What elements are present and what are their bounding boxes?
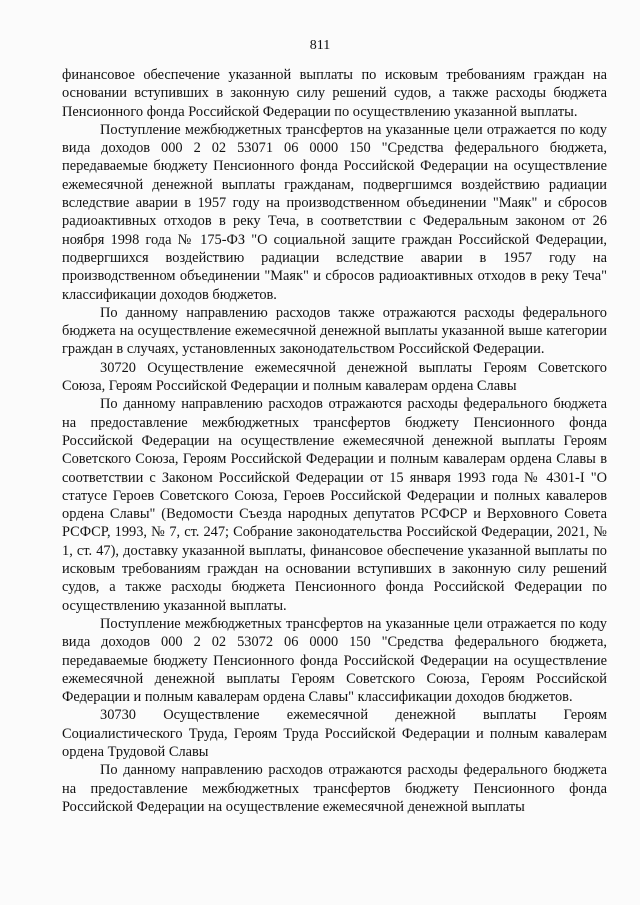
paragraph-8: По данному направлению расходов отражаются расходы федерального бюджета на предоставление межбюджетных трансфертов бюджету Пенсионного фонда Российской Федерации на осуществление ежемесячной денежной выплаты	[62, 762, 607, 815]
paragraph-3: По данному направлению расходов также отражаются расходы федерального бюджета на осуществление ежемесячной денежной выплаты указанной выше категории граждан в случаях, установленных законодательством Российской Федерации.	[62, 304, 607, 358]
paragraph-2: Поступление межбюджетных трансфертов на указанные цели отражается по коду вида доходов 000 2 02 53071 06 0000 150 "Средства федерального бюджета, передаваемые бюджету Пенсионного фонда Российской Федерации на осуществление ежемесячной денежной выплаты гражданам, подвергшимся воздействию радиации вследствие аварии в 1957 году на производственном объединении "Маяк" и сбросов радиоактивных отходов в реку Теча, в соответствии с Федеральным законом от 26 ноября 1998 года № 175-ФЗ "О социальной защите граждан Российской Федерации, подвергшихся воздействию радиации вследствие аварии в 1957 году на производственном объединении "Маяк" и сбросов радиоактивных отходов в реку Теча" классификации доходов бюджетов.	[62, 121, 607, 303]
page-number: 811	[309, 38, 331, 53]
paragraph-1: финансовое обеспечение указанной выплаты по исковым требованиям граждан на основании вступивших в законную силу решений судов, а также расходы бюджета Пенсионного фонда Российской Федерации по осуществлению указанной выплаты.	[62, 67, 607, 120]
document-body	[62, 66, 607, 816]
section-heading-30720: 30720 Осуществление ежемесячной денежной выплаты Героям Советского Союза, Героям Российской Федерации и полным кавалерам ордена Славы	[62, 359, 607, 395]
section-heading-30730: 30730 Осуществление ежемесячной денежной выплаты Героям Социалистического Труда, Героям Труда Российской Федерации и полным кавалерам ордена Трудовой Славы	[62, 707, 607, 760]
paragraph-6: Поступление межбюджетных трансфертов на указанные цели отражается по коду вида доходов 000 2 02 53072 06 0000 150 "Средства федерального бюджета, передаваемые бюджету Пенсионного фонда Российской Федерации на осуществление ежемесячной денежной выплаты Героям Советского Союза, Героям Российской Федерации и полным кавалерам ордена Славы" классификации доходов бюджетов.	[62, 615, 607, 706]
paragraph-5: По данному направлению расходов отражаются расходы федерального бюджета на предоставление межбюджетных трансфертов бюджету Пенсионного фонда Российской Федерации на осуществление ежемесячной денежной выплаты Героям Советского Союза, Героям Российской Федерации и полным кавалерам ордена Славы в соответствии с Законом Российской Федерации от 15 января 1993 года № 4301-I "О статусе Героев Советского Союза, Героев Российской Федерации и полных кавалеров ордена Славы" (Ведомости Съезда народных депутатов РСФСР и Верховного Совета РСФСР, 1993, № 7, ст. 247; Собрание законодательства Российской Федерации, 2021, № 1, ст. 47), доставку указанной выплаты, финансовое обеспечение указанной выплаты по исковым требованиям граждан на основании вступивших в законную силу решений судов, а также расходы бюджета Пенсионного фонда Российской Федерации по осуществлению указанной выплаты.	[62, 396, 607, 614]
